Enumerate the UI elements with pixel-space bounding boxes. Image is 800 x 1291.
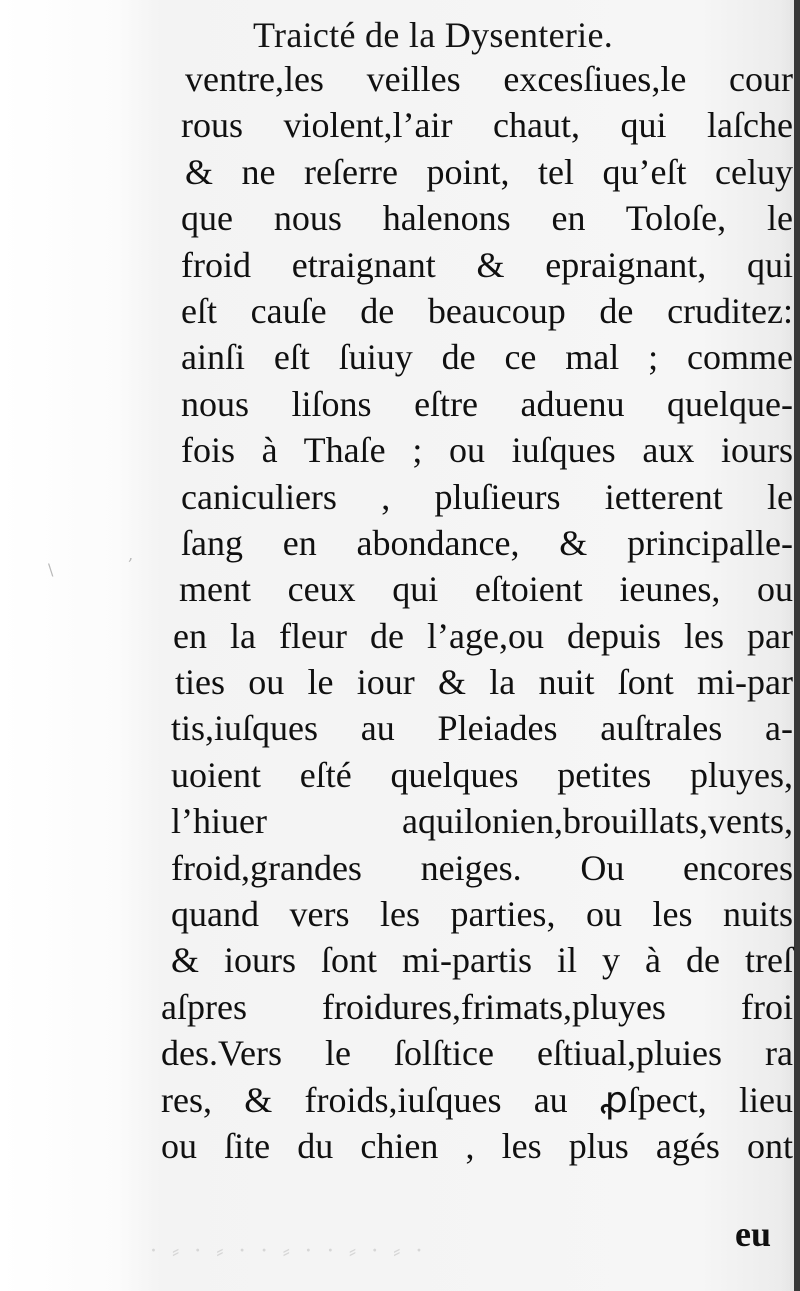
text-line: ainſi eſt ſuiuy de ce mal ; comme: [181, 337, 793, 378]
text-line: froid,grandes neiges. Ou encores: [171, 847, 793, 888]
catchword: eu: [735, 1214, 771, 1254]
text-line: res, & froids,iuſques au ꝓſpect, lieu: [161, 1079, 793, 1120]
text-line: tis,iuſques au Pleiades auſtrales a-: [171, 708, 793, 749]
text-block: [161, 56, 793, 1169]
text-line: & ne reſerre point, tel qu’eſt celuy: [185, 151, 793, 192]
text-line: ou ſite du chien , les plus agés ont: [161, 1125, 793, 1166]
margin-speck: \: [48, 560, 54, 579]
margin-speck: ‚: [128, 545, 134, 564]
text-line: & iours ſont mi-partis il y à de treſ: [171, 940, 793, 981]
text-line: ventre,les veilles excesſiues,le cour: [185, 59, 793, 99]
show-through-bleed: · ⸗ · ⸗ · · ⸗ · · ⸗ · ⸗ ·: [150, 1239, 427, 1264]
text-line: fois à Thaſe ; ou iuſques aux iours: [181, 430, 793, 471]
text-line: eſt cauſe de beaucoup de cruditez:: [181, 290, 793, 331]
text-line: aſpres froidures,frimats,pluyes froi: [161, 986, 793, 1027]
page-edge-shadow: [794, 0, 800, 1291]
running-head: Traicté de la Dysenterie.: [253, 15, 614, 55]
text-line: rous violent,l’air chaut, qui laſche: [181, 105, 793, 146]
text-line: ſang en abondance, & principalle-: [181, 522, 793, 563]
text-line: ties ou le iour & la nuit ſont mi-par: [175, 662, 793, 703]
text-line: uoient eſté quelques petites pluyes,: [171, 754, 793, 795]
text-line: l’hiuer aquilonien,brouillats,vents,: [171, 801, 793, 842]
text-line: ment ceux qui eſtoient ieunes, ou: [179, 569, 793, 610]
text-line: quand vers les parties, ou les nuits: [171, 894, 793, 935]
text-line: que nous halenons en Toloſe, le: [181, 198, 793, 239]
text-line: nous liſons eſtre aduenu quelque-: [181, 383, 793, 424]
text-line: caniculiers , pluſieurs ietterent le: [181, 476, 793, 517]
text-line: froid etraignant & epraignant, qui: [181, 244, 793, 285]
text-line: des.Vers le ſolſtice eſtiual,pluies ra: [161, 1033, 793, 1074]
text-line: en la fleur de l’age,ou depuis les par: [173, 615, 793, 656]
